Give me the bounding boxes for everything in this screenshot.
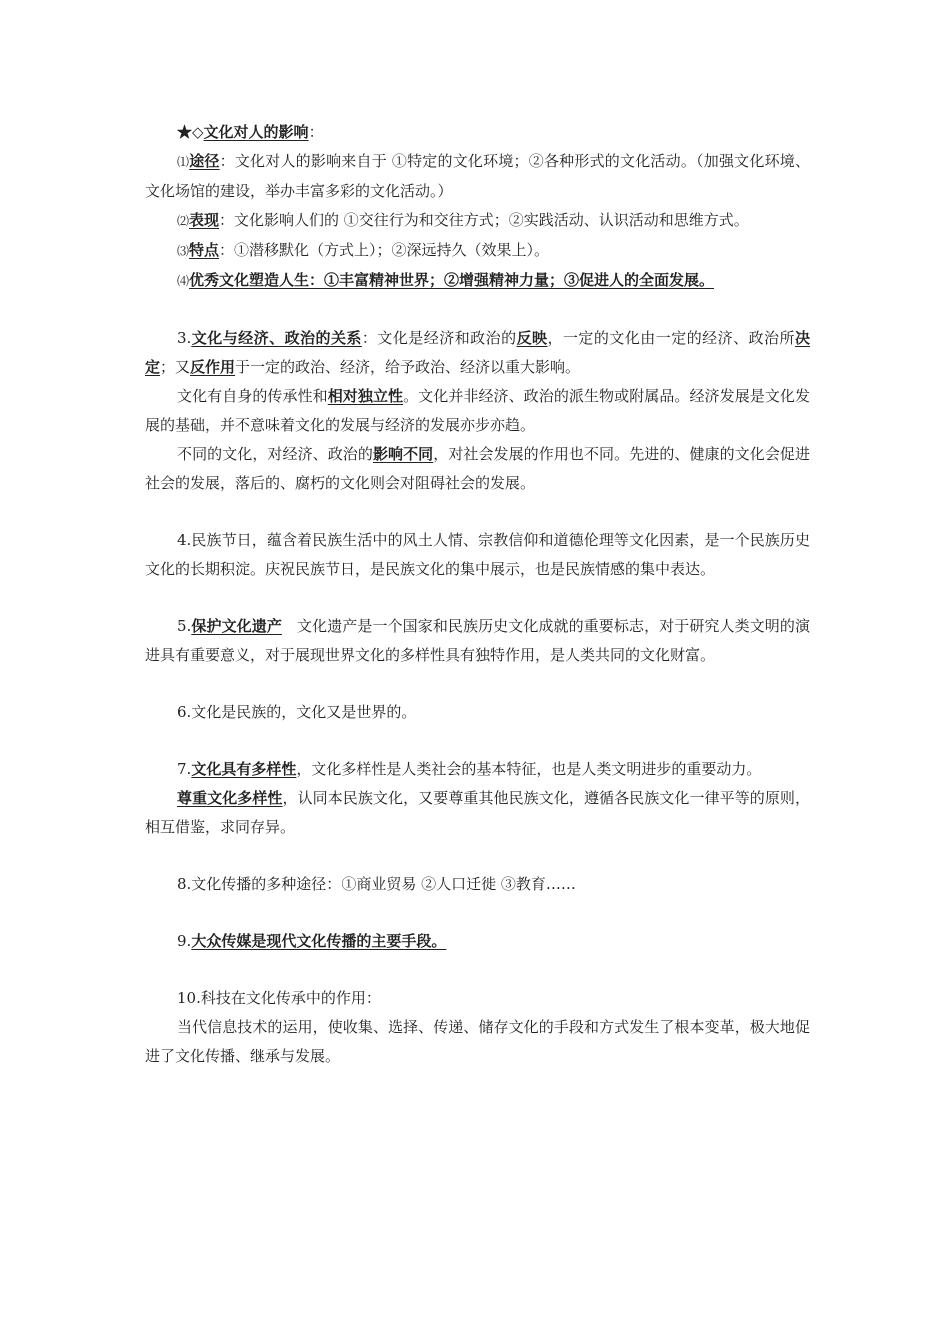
item-text: ：①潜移默化（方式上）；②深远持久（效果上）。: [219, 241, 550, 259]
section-5-label: 保护文化遗产: [191, 617, 282, 635]
keyword-respect-diversity: 尊重文化多样性: [177, 789, 283, 807]
keyword-independence: 相对独立性: [327, 387, 404, 405]
item-1-path: ⑴途径：文化对人的影响来自于 ①特定的文化环境；②各种形式的文化活动。（加强文化环境、文化场馆的建设，举办丰富多彩的文化活动。）: [145, 152, 810, 200]
section-10-title: 10.科技在文化传承中的作用：: [177, 989, 381, 1007]
section-9-paragraph: 9.大众传媒是现代文化传播的主要手段。: [177, 932, 447, 950]
section-7-paragraph-1: 7.文化具有多样性，文化多样性是人类社会的基本特征，也是人类文明进步的重要动力。: [177, 760, 762, 778]
section-3-paragraph-1: 3.文化与经济、政治的关系：文化是经济和政治的反映，一定的文化由一定的经济、政治所决定；又反作用于一定的政治、经济，给予政治、经济以重大影响。: [145, 329, 810, 376]
keyword-react: 反作用: [190, 358, 236, 376]
section-5-paragraph: 5.保护文化遗产 文化遗产是一个国家和民族历史文化成就的重要标志，对于研究人类文明的演进具有重要意义，对于展现世界文化的多样性具有独特作用，是人类共同的文化财富。: [145, 617, 810, 664]
item-text: 优秀文化塑造人生：①丰富精神世界；②增强精神力量；③促进人的全面发展。: [189, 271, 715, 289]
keyword-different-influence: 影响不同: [372, 445, 434, 463]
section-3-paragraph-2: 文化有自身的传承性和相对独立性。文化并非经济、政治的派生物或附属品。经济发展是文化发展的基础，并不意味着文化的发展与经济的发展亦步亦趋。: [145, 387, 810, 434]
section-6-paragraph: 6.文化是民族的，文化又是世界的。: [177, 703, 417, 721]
section-4-paragraph: 4.民族节日，蕴含着民族生活中的风土人情、宗教信仰和道德伦理等文化因素，是一个民族历史文化的长期积淀。庆祝民族节日，是民族文化的集中展示，也是民族情感的集中表达。: [145, 531, 810, 578]
star-diamond-marker: ★◇: [177, 123, 204, 141]
section-8-paragraph: 8.文化传播的多种途径：①商业贸易 ②人口迁徙 ③教育……: [177, 875, 576, 893]
section-3-paragraph-3: 不同的文化，对经济、政治的影响不同，对社会发展的作用也不同。先进的、健康的文化会促进社会的发展，落后的、腐朽的文化则会对阻碍社会的发展。: [145, 445, 810, 492]
item-2-manifestation: ⑵表现：文化影响人们的 ①交往行为和交往方式；②实践活动、认识活动和思维方式。: [177, 211, 749, 229]
item-label: 特点: [189, 241, 220, 259]
item-text: ：文化影响人们的 ①交往行为和交往方式；②实践活动、认识活动和思维方式。: [219, 211, 749, 229]
heading-text: 文化对人的影响: [203, 123, 309, 141]
section-9-text: 大众传媒是现代文化传播的主要手段。: [191, 932, 447, 950]
keyword-reflect: 反映: [516, 329, 548, 347]
item-text: ：文化对人的影响来自于 ①特定的文化环境；②各种形式的文化活动。（加强文化环境、文化场馆的建设，举办丰富多彩的文化活动。）: [145, 152, 810, 200]
item-4-excellent-culture: ⑷优秀文化塑造人生：①丰富精神世界；②增强精神力量；③促进人的全面发展。: [177, 271, 715, 289]
item-label: 途径: [189, 152, 220, 170]
section-7-paragraph-2: 尊重文化多样性，认同本民族文化，又要尊重其他民族文化，遵循各民族文化一律平等的原则，相互借鉴，求同存异。: [145, 789, 810, 836]
item-label: 表现: [189, 211, 220, 229]
section-7-label: 文化具有多样性: [191, 760, 297, 778]
section-3-label: 文化与经济、政治的关系: [191, 329, 362, 347]
section-10-paragraph: 当代信息技术的运用，使收集、选择、传递、储存文化的手段和方式发生了根本变革，极大地促进了文化传播、继承与发展。: [145, 1018, 810, 1065]
document-page: [145, 118, 810, 1071]
keyword-decide: 决定: [145, 329, 810, 376]
item-3-features: ⑶特点：①潜移默化（方式上）；②深远持久（效果上）。: [177, 241, 550, 259]
section-heading-culture-influence: ★◇文化对人的影响：: [177, 123, 324, 141]
